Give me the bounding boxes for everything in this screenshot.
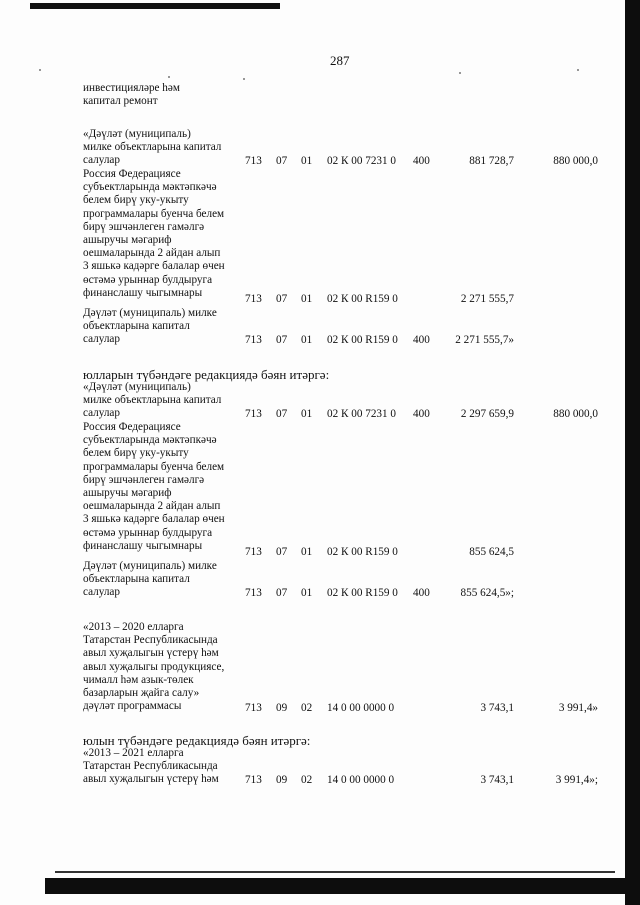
scan-speck — [243, 78, 245, 80]
desc-line: субъектларында мәктәпкәчә — [83, 434, 217, 447]
desc-line: салулар — [83, 407, 120, 420]
cell-amount-1: 3 743,1 — [480, 774, 514, 786]
desc-line: 3 яшькә кадәрге балалар өчен — [83, 260, 225, 273]
desc-line: объектларына капитал — [83, 573, 190, 586]
cell-target-article: 02 К 00 R159 0 — [327, 293, 398, 305]
desc-line: капитал ремонт — [83, 95, 158, 108]
desc-line: «2013 – 2021 елларга — [83, 747, 184, 759]
scan-speck — [39, 69, 41, 71]
cell-subsection: 01 — [301, 408, 313, 420]
cell-expense-type: 400 — [413, 408, 430, 420]
cell-amount-1: 855 624,5»; — [460, 587, 514, 599]
desc-line: Россия Федерациясе — [83, 168, 181, 180]
cell-amount-1: 855 624,5 — [469, 546, 514, 558]
desc-line: милке объектларына капитал — [83, 394, 222, 407]
desc-line: 3 яшькә кадәрге балалар өчен — [83, 513, 225, 526]
desc-line: программалары буенча белем — [83, 460, 225, 473]
cell-section: 09 — [276, 702, 288, 714]
row-description — [83, 168, 235, 300]
row-description — [83, 747, 235, 787]
desc-line: субъектларында мәктәпкәчә — [83, 181, 217, 194]
cell-amount-1: 2 271 555,7» — [455, 334, 514, 346]
cell-amount-2: 880 000,0 — [553, 155, 598, 167]
desc-line: салулар — [83, 333, 120, 346]
scan-edge-top — [30, 3, 280, 9]
cell-expense-type: 400 — [413, 587, 430, 599]
cell-subsection: 01 — [301, 293, 313, 305]
desc-line: авыл хуҗалыгын үстерү һәм — [83, 647, 219, 660]
desc-line: салулар — [83, 586, 120, 599]
cell-ministry: 713 — [245, 774, 262, 786]
desc-line: базарларын җайга салу» — [83, 687, 200, 700]
row-description — [83, 621, 235, 713]
row-description — [83, 128, 235, 168]
scan-edge-right — [625, 0, 640, 905]
cell-subsection: 02 — [301, 774, 313, 786]
cell-amount-2: 880 000,0 — [553, 408, 598, 420]
cell-target-article: 02 К 00 R159 0 — [327, 334, 398, 346]
cell-ministry: 713 — [245, 702, 262, 714]
cell-ministry: 713 — [245, 334, 262, 346]
cell-ministry: 713 — [245, 587, 262, 599]
desc-line: белем бирү уку-укыту — [83, 194, 189, 207]
cell-ministry: 713 — [245, 546, 262, 558]
desc-line: Дәүләт (муниципаль) милке — [83, 560, 217, 572]
section-instruction: юлын түбәндәге редакциядә бәян итәргә: — [83, 733, 311, 748]
desc-line: дәүләт программасы — [83, 700, 182, 713]
desc-line: чималл һәм азык-төлек — [83, 673, 194, 686]
cell-amount-1: 2 297 659,9 — [460, 408, 514, 420]
cell-section: 07 — [276, 155, 288, 167]
desc-line: Россия Федерациясе — [83, 421, 181, 433]
desc-line: «Дәүләт (муниципаль) — [83, 381, 191, 393]
desc-line: объектларына капитал — [83, 320, 190, 333]
desc-line: ашыручы мәгариф — [83, 234, 172, 247]
cell-target-article: 14 0 00 0000 0 — [327, 774, 395, 786]
cell-target-article: 02 К 00 R159 0 — [327, 587, 398, 599]
cell-subsection: 02 — [301, 702, 313, 714]
desc-line: салулар — [83, 154, 120, 167]
cell-expense-type: 400 — [413, 334, 430, 346]
scan-speck — [577, 69, 579, 71]
row-description — [83, 307, 235, 347]
scan-edge-bottom-line — [55, 871, 615, 873]
desc-line: Татарстан Республикасында — [83, 760, 218, 773]
desc-line: белем бирү уку-укыту — [83, 447, 189, 460]
section-instruction: юлларын түбәндәге редакциядә бәян итәргә: — [83, 367, 330, 382]
desc-line: финанслашу чыгымнары — [83, 539, 203, 552]
row-description — [83, 560, 235, 600]
cell-expense-type: 400 — [413, 155, 430, 167]
desc-line: «Дәүләт (муниципаль) — [83, 128, 191, 140]
cell-target-article: 02 К 00 R159 0 — [327, 546, 398, 558]
desc-line: өстәмә урыннар булдыруга — [83, 273, 213, 286]
desc-line: бирү эшчәнлеген гамәлгә — [83, 473, 205, 486]
cell-target-article: 14 0 00 0000 0 — [327, 702, 395, 714]
cell-subsection: 01 — [301, 155, 313, 167]
cell-section: 09 — [276, 774, 288, 786]
desc-line: бирү эшчәнлеген гамәлгә — [83, 220, 205, 233]
desc-line: авыл хуҗалыгын үстерү һәм — [83, 773, 219, 786]
cell-target-article: 02 К 00 7231 0 — [327, 155, 396, 167]
desc-line: инвестицияләре һәм — [83, 82, 180, 94]
cell-subsection: 01 — [301, 587, 313, 599]
desc-line: өстәмә урыннар булдыруга — [83, 526, 213, 539]
desc-line: финанслашу чыгымнары — [83, 286, 203, 299]
cell-target-article: 02 К 00 7231 0 — [327, 408, 396, 420]
cell-section: 07 — [276, 334, 288, 346]
cell-section: 07 — [276, 587, 288, 599]
cell-ministry: 713 — [245, 293, 262, 305]
cell-section: 07 — [276, 293, 288, 305]
cell-section: 07 — [276, 408, 288, 420]
desc-line: Дәүләт (муниципаль) милке — [83, 307, 217, 319]
desc-line: Татарстан Республикасында — [83, 634, 218, 647]
scan-edge-bottom — [45, 878, 630, 894]
page-number: 287 — [330, 53, 350, 68]
row-description — [83, 381, 235, 421]
desc-line: «2013 – 2020 елларга — [83, 621, 184, 633]
row-description — [83, 421, 235, 553]
cell-amount-2: 3 991,4» — [558, 702, 598, 714]
cell-subsection: 01 — [301, 546, 313, 558]
cell-ministry: 713 — [245, 408, 262, 420]
desc-line: ашыручы мәгариф — [83, 487, 172, 500]
cell-amount-2: 3 991,4»; — [555, 774, 598, 786]
cell-section: 07 — [276, 546, 288, 558]
cell-amount-1: 881 728,7 — [469, 155, 514, 167]
scan-speck — [168, 76, 170, 78]
cell-amount-1: 2 271 555,7 — [460, 293, 514, 305]
desc-line: оешмаларында 2 айдан алып — [83, 500, 221, 513]
cell-amount-1: 3 743,1 — [480, 702, 514, 714]
desc-line: оешмаларында 2 айдан алып — [83, 247, 221, 260]
row-description — [83, 82, 235, 108]
desc-line: милке объектларына капитал — [83, 141, 222, 154]
desc-line: авыл хуҗалыгы продукциясе, — [83, 660, 225, 673]
cell-subsection: 01 — [301, 334, 313, 346]
cell-ministry: 713 — [245, 155, 262, 167]
scan-speck — [459, 72, 461, 74]
desc-line: программалары буенча белем — [83, 207, 225, 220]
